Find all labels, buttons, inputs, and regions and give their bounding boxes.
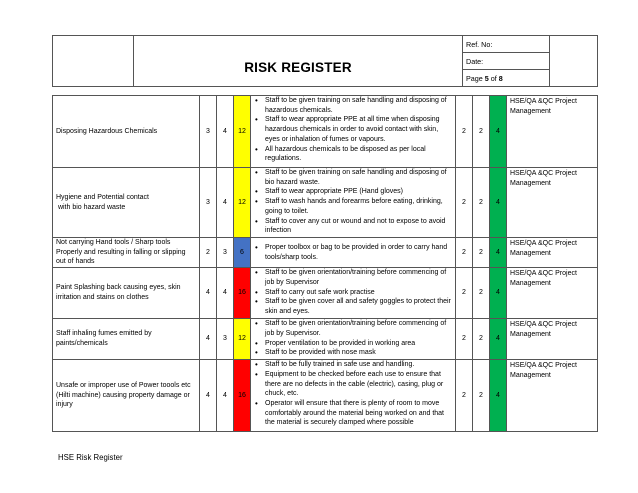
hazard-cell: Paint Splashing back causing eyes, skin irritation and stains on clothes <box>53 268 200 319</box>
controls-cell <box>251 168 456 238</box>
likelihood-cell: 4 <box>200 360 217 432</box>
residual-severity-cell: 2 <box>473 319 490 360</box>
residual-severity-cell: 2 <box>473 360 490 432</box>
residual-likelihood-cell: 2 <box>456 360 473 432</box>
control-item: • Operator will ensure that there is plenty of room to move comfortably around the material being worked on and that the material is securely clamped where possible <box>254 399 453 428</box>
control-item: • Staff to wear appropriate PPE (Hand gloves) <box>254 187 453 197</box>
table-row <box>53 96 598 168</box>
control-item: • Proper ventilation to be provided in working area <box>254 339 453 349</box>
control-item: • Staff to carry out safe work practise <box>254 288 453 298</box>
page-title: RISK REGISTER <box>134 36 463 87</box>
control-item: • Staff to wash hands and forearms before eating, drinking, going to toilet. <box>254 197 453 216</box>
table-row <box>53 238 598 268</box>
control-item: • All hazardous chemicals to be disposed as per local regulations. <box>254 145 453 164</box>
controls-cell <box>251 96 456 168</box>
page-label: Page <box>466 73 483 83</box>
table-row <box>53 268 598 319</box>
header-right-cell <box>550 36 598 87</box>
responsible-cell: HSE/QA &QC Project Management <box>507 319 598 360</box>
table-row <box>53 168 598 238</box>
control-item: • Staff to be given orientation/training before commencing of job by Supervisor. <box>254 319 453 338</box>
control-item: • Proper toolbox or bag to be provided in order to carry hand tools/sharp tools. <box>254 243 453 262</box>
residual-likelihood-cell: 2 <box>456 319 473 360</box>
responsible-cell: HSE/QA &QC Project Management <box>507 96 598 168</box>
severity-cell: 4 <box>217 168 234 238</box>
residual-severity-cell: 2 <box>473 268 490 319</box>
risk-rating-cell: 12 <box>234 96 251 168</box>
control-item: • Equipment to be checked before each use to ensure that there are no defects in the cable (electric), casing, plug or chuck, etc. <box>254 370 453 399</box>
hazard-cell: Not carrying Hand tools / Sharp tools Properly and resulting in falling or slipping out of hands <box>53 238 200 268</box>
control-item: • Staff to wear appropriate PPE at all time when disposing hazardous chemicals in order to avoid contact with skin, eyes or inhalation of fumes or vapours. <box>254 115 453 144</box>
residual-risk-cell: 4 <box>490 238 507 268</box>
severity-cell: 4 <box>217 268 234 319</box>
hazard-line: Hygiene and Potential contact <box>56 193 150 201</box>
severity-cell: 4 <box>217 360 234 432</box>
risk-register-table <box>52 95 598 432</box>
controls-cell <box>251 319 456 360</box>
residual-risk-cell: 4 <box>490 360 507 432</box>
control-item: • Staff to be given cover all and safety goggles to protect their skin and eyes. <box>254 297 453 316</box>
risk-rating-cell: 12 <box>234 168 251 238</box>
residual-likelihood-cell: 2 <box>456 168 473 238</box>
residual-risk-cell: 4 <box>490 96 507 168</box>
residual-likelihood-cell: 2 <box>456 238 473 268</box>
likelihood-cell: 3 <box>200 168 217 238</box>
responsible-cell: HSE/QA &QC Project Management <box>507 360 598 432</box>
residual-severity-cell: 2 <box>473 96 490 168</box>
residual-severity-cell: 2 <box>473 238 490 268</box>
likelihood-cell: 4 <box>200 319 217 360</box>
control-item: • Staff to be given orientation/training before commencing of job by Supervisor <box>254 268 453 287</box>
controls-cell <box>251 238 456 268</box>
responsible-cell: HSE/QA &QC Project Management <box>507 168 598 238</box>
control-item: • Staff to be provided with nose mask <box>254 348 453 358</box>
hazard-line: with bio hazard waste <box>56 203 126 211</box>
residual-likelihood-cell: 2 <box>456 268 473 319</box>
hazard-cell: Staff inhaling fumes emitted by paints/chemicals <box>53 319 200 360</box>
controls-cell <box>251 268 456 319</box>
residual-risk-cell: 4 <box>490 268 507 319</box>
page-number <box>463 70 550 87</box>
residual-severity-cell: 2 <box>473 168 490 238</box>
severity-cell: 3 <box>217 238 234 268</box>
controls-cell <box>251 360 456 432</box>
risk-rating-cell: 16 <box>234 268 251 319</box>
responsible-cell: HSE/QA &QC Project Management <box>507 268 598 319</box>
hazard-cell: Disposing Hazardous Chemicals <box>53 96 200 168</box>
control-item: • Staff to cover any cut or wound and not to expose to avoid infection <box>254 217 453 236</box>
severity-cell: 3 <box>217 319 234 360</box>
residual-likelihood-cell: 2 <box>456 96 473 168</box>
likelihood-cell: 4 <box>200 268 217 319</box>
table-row <box>53 360 598 432</box>
residual-risk-cell: 4 <box>490 168 507 238</box>
page-current: 5 <box>484 73 489 83</box>
footer-text: HSE Risk Register <box>58 453 123 462</box>
responsible-cell: HSE/QA &QC Project Management <box>507 238 598 268</box>
page-of: of <box>490 73 497 83</box>
residual-risk-cell: 4 <box>490 319 507 360</box>
control-item: • Staff to be given training on safe handling and disposing of hazardous chemicals. <box>254 96 453 115</box>
page-total: 8 <box>498 73 503 83</box>
control-item: • Staff to be given training on safe handling and disposing of bio hazard waste. <box>254 168 453 187</box>
likelihood-cell: 2 <box>200 238 217 268</box>
hazard-cell <box>53 168 200 238</box>
logo-cell <box>53 36 134 87</box>
risk-rating-cell: 12 <box>234 319 251 360</box>
hazard-cell: Unsafe or improper use of Power toools etc (Hilti machine) causing property damage or injury <box>53 360 200 432</box>
control-item: • Staff to be fully trained in safe use and handling. <box>254 360 453 370</box>
likelihood-cell: 3 <box>200 96 217 168</box>
date-label: Date: <box>463 53 550 70</box>
ref-no-label: Ref. No: <box>463 36 550 53</box>
document-header <box>52 35 598 87</box>
risk-rating-cell: 6 <box>234 238 251 268</box>
risk-rating-cell: 16 <box>234 360 251 432</box>
severity-cell: 4 <box>217 96 234 168</box>
table-row <box>53 319 598 360</box>
